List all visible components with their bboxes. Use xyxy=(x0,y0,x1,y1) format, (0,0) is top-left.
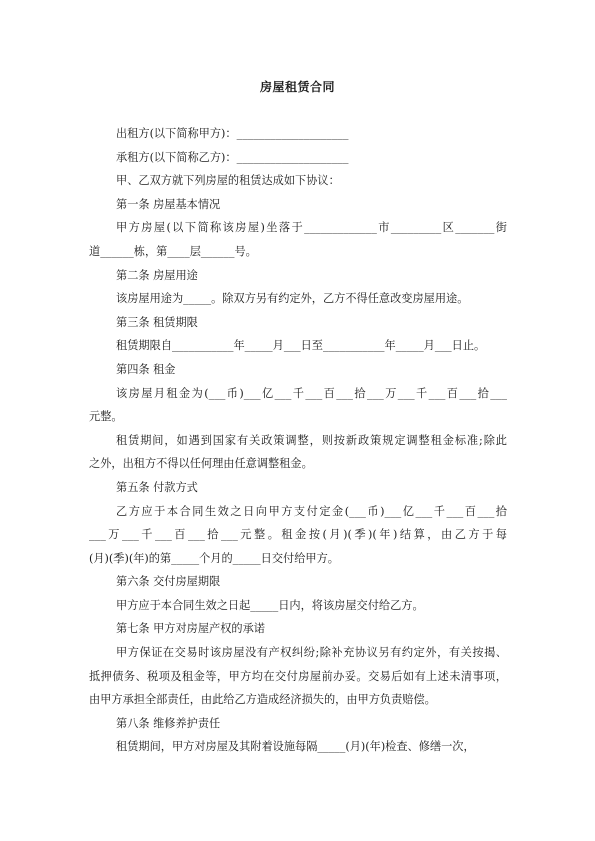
article-6-heading: 第六条 交付房屋期限 xyxy=(116,575,221,589)
article-2-text: 该房屋用途为_____。除双方另有约定外，乙方不得任意改变房屋用途。 xyxy=(116,292,469,306)
agreement-intro: 甲、乙双方就下列房屋的租赁达成如下协议： xyxy=(116,174,340,188)
article-3-text: 租赁期限自___________年_____月___日至___________年_____月___日止。 xyxy=(116,339,486,353)
article-7-text-line-3: 由甲方承担全部责任，由此给乙方造成经济损失的，由甲方负责赔偿。 xyxy=(89,693,436,707)
article-1-heading: 第一条 房屋基本情况 xyxy=(116,197,221,211)
lessor-line: 出租方(以下简称甲方)：____________________ xyxy=(116,127,349,140)
article-5-heading: 第五条 付款方式 xyxy=(116,480,198,494)
article-4-text-line-3: 租赁期间，如遇到国家有关政策调整，则按新政策规定调整租金标准;除此 xyxy=(116,433,507,447)
article-4-heading: 第四条 租金 xyxy=(116,362,176,376)
article-1-text-line-1: 甲方房屋(以下简称该房屋)坐落于_____________市_________区_______街 xyxy=(116,221,507,235)
article-2-heading: 第二条 房屋用途 xyxy=(116,268,198,282)
article-5-text-line-2: ___万___千___百___拾___元整。租金按(月)(季)(年)结算，由乙方于每 xyxy=(89,528,507,542)
article-7-text-line-2: 抵押债务、税项及租金等，甲方均在交付房屋前办妥。交易后如有上述未清事项， xyxy=(89,669,507,683)
document-body xyxy=(89,122,507,759)
article-8-heading: 第八条 维修养护责任 xyxy=(116,716,221,730)
article-4-text-line-4: 之外，出租方不得以任何理由任意调整租金。 xyxy=(89,457,313,471)
article-7-text-line-1: 甲方保证在交易时该房屋没有产权纠纷;除补充协议另有约定外，有关按揭、 xyxy=(116,646,507,660)
article-4-text-line-1: 该房屋月租金为(___币)___亿___千___百___拾___万___千___百___拾___ xyxy=(116,386,507,400)
lessee-line: 承租方(以下简称乙方)：____________________ xyxy=(116,150,349,164)
article-7-heading: 第七条 甲方对房屋产权的承诺 xyxy=(116,622,265,636)
document-title: 房屋租赁合同 xyxy=(259,80,335,94)
article-6-text: 甲方应于本合同生效之日起_____日内，将该房屋交付给乙方。 xyxy=(116,598,424,612)
article-8-text-line-1: 租赁期间，甲方对房屋及其附着设施每隔_____(月)(年)检查、修缮一次， xyxy=(116,740,475,754)
article-1-text-line-2: 道______栋，第____层______号。 xyxy=(89,244,257,258)
article-5-text-line-3: (月)(季)(年)的第_____个月的_____日交付给甲方。 xyxy=(89,551,339,565)
article-5-text-line-1: 乙方应于本合同生效之日向甲方支付定金(___币)___亿___千___百___拾 xyxy=(116,504,507,518)
article-4-text-line-2: 元整。 xyxy=(89,410,123,424)
article-3-heading: 第三条 租赁期限 xyxy=(116,315,198,329)
